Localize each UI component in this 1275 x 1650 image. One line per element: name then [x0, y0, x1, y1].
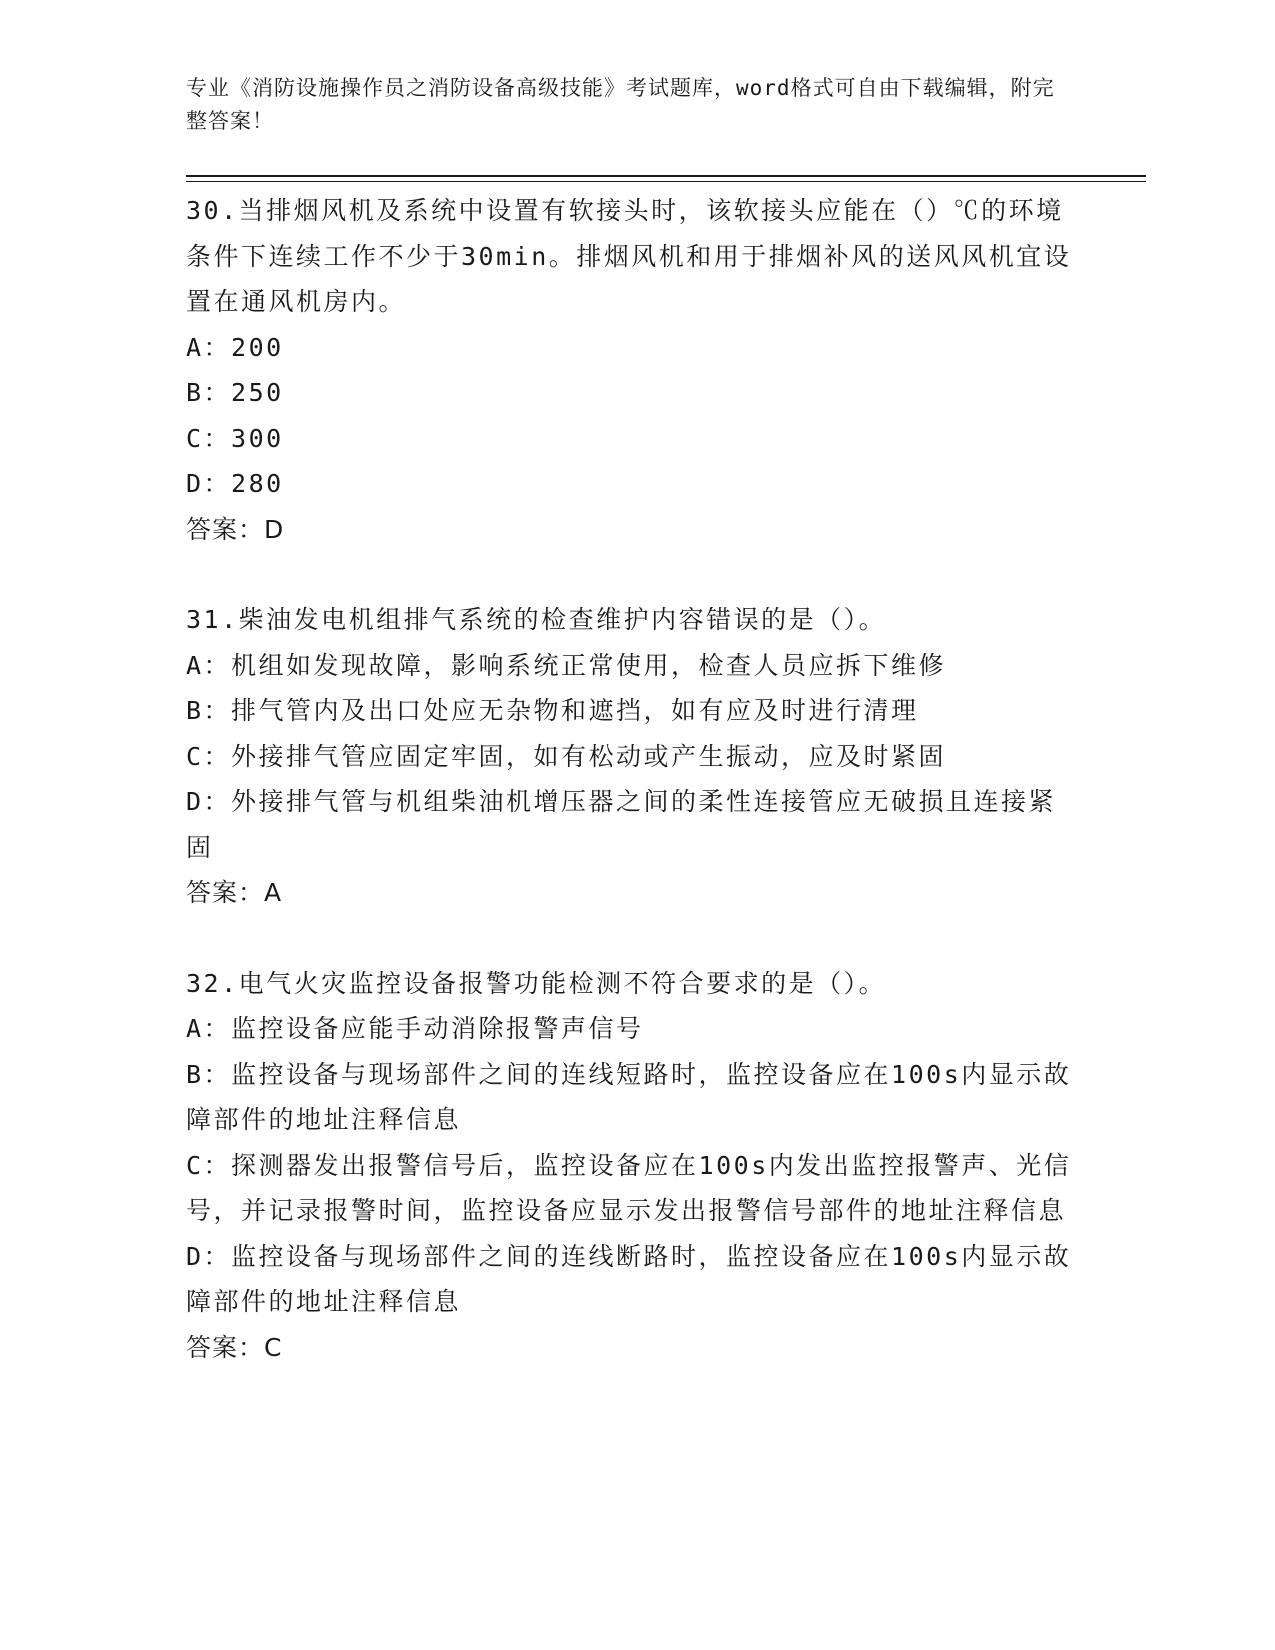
question-stem: 32.电气火灾监控设备报警功能检测不符合要求的是（）。 [186, 968, 887, 998]
question-30 [186, 188, 1076, 552]
option-d: D：监控设备与现场部件之间的连线断路时，监控设备应在100s内显示故障部件的地址注释信息 [186, 1241, 1072, 1316]
question-31 [186, 597, 1076, 916]
answer-label: 答案：C [186, 1332, 283, 1362]
option-b: B：排气管内及出口处应无杂物和遮挡，如有应及时进行清理 [186, 696, 919, 725]
option-a: A：200 [186, 332, 284, 362]
option-c: C：探测器发出报警信号后，监控设备应在100s内发出监控报警声、光信号，并记录报警时间，监控设备应显示发出报警信号部件的地址注释信息 [186, 1150, 1072, 1225]
option-d: D：280 [186, 469, 284, 498]
option-a: A：监控设备应能手动消除报警声信号 [186, 1014, 644, 1043]
option-c: C：外接排气管应固定牢固，如有松动或产生振动，应及时紧固 [186, 741, 947, 771]
option-b: B：250 [186, 378, 284, 407]
option-b: B：监控设备与现场部件之间的连线短路时，监控设备应在100s内显示故障部件的地址注释信息 [186, 1059, 1072, 1134]
option-a: A：机组如发现故障，影响系统正常使用，检查人员应拆下维修 [186, 650, 947, 680]
question-stem: 30.当排烟风机及系统中设置有软接头时，该软接头应能在（）℃的环境条件下连续工作不少于30min。排烟风机和用于排烟补风的送风风机宜设置在通风机房内。 [186, 196, 1072, 316]
option-c: C：300 [186, 423, 284, 453]
question-list [186, 188, 1076, 1415]
question-32 [186, 961, 1076, 1371]
header-divider-thick [186, 175, 1146, 177]
header-divider-thin [186, 181, 1146, 182]
question-stem: 31.柴油发电机组排气系统的检查维护内容错误的是（）。 [186, 605, 887, 634]
answer-label: 答案：A [186, 878, 283, 907]
answer-label: 答案：D [186, 514, 285, 544]
page-header: 专业《消防设施操作员之消防设备高级技能》考试题库，word格式可自由下载编辑，附完整答案！ [186, 76, 1055, 133]
option-d: D：外接排气管与机组柴油机增压器之间的柔性连接管应无破损且连接紧固 [186, 787, 1057, 862]
